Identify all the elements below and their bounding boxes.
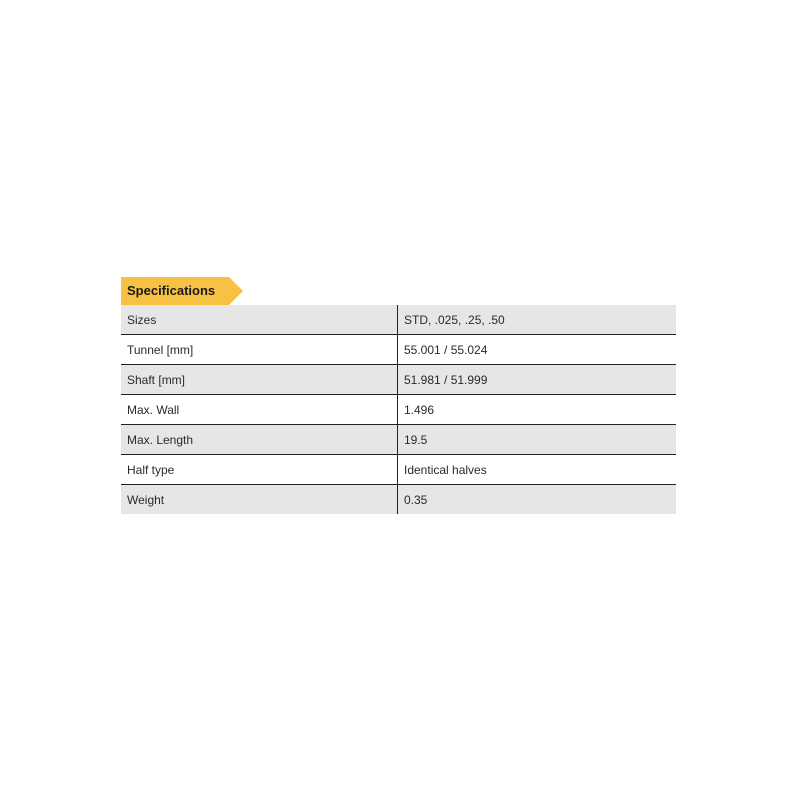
- spec-value: 55.001 / 55.024: [398, 335, 677, 365]
- spec-value: 1.496: [398, 395, 677, 425]
- spec-label: Max. Wall: [121, 395, 398, 425]
- spec-value: STD, .025, .25, .50: [398, 305, 677, 335]
- specifications-table: [121, 305, 676, 514]
- spec-label: Weight: [121, 485, 398, 515]
- spec-label: Max. Length: [121, 425, 398, 455]
- spec-label: Sizes: [121, 305, 398, 335]
- table-row: [121, 395, 676, 425]
- specifications-heading: Specifications: [121, 277, 229, 305]
- spec-value: 0.35: [398, 485, 677, 515]
- table-row: [121, 485, 676, 515]
- table-row: [121, 335, 676, 365]
- table-row: [121, 305, 676, 335]
- spec-value: Identical halves: [398, 455, 677, 485]
- spec-label: Half type: [121, 455, 398, 485]
- table-row: [121, 425, 676, 455]
- spec-label: Tunnel [mm]: [121, 335, 398, 365]
- table-row: [121, 455, 676, 485]
- spec-label: Shaft [mm]: [121, 365, 398, 395]
- table-row: [121, 365, 676, 395]
- specifications-section: [121, 277, 676, 514]
- spec-value: 19.5: [398, 425, 677, 455]
- spec-value: 51.981 / 51.999: [398, 365, 677, 395]
